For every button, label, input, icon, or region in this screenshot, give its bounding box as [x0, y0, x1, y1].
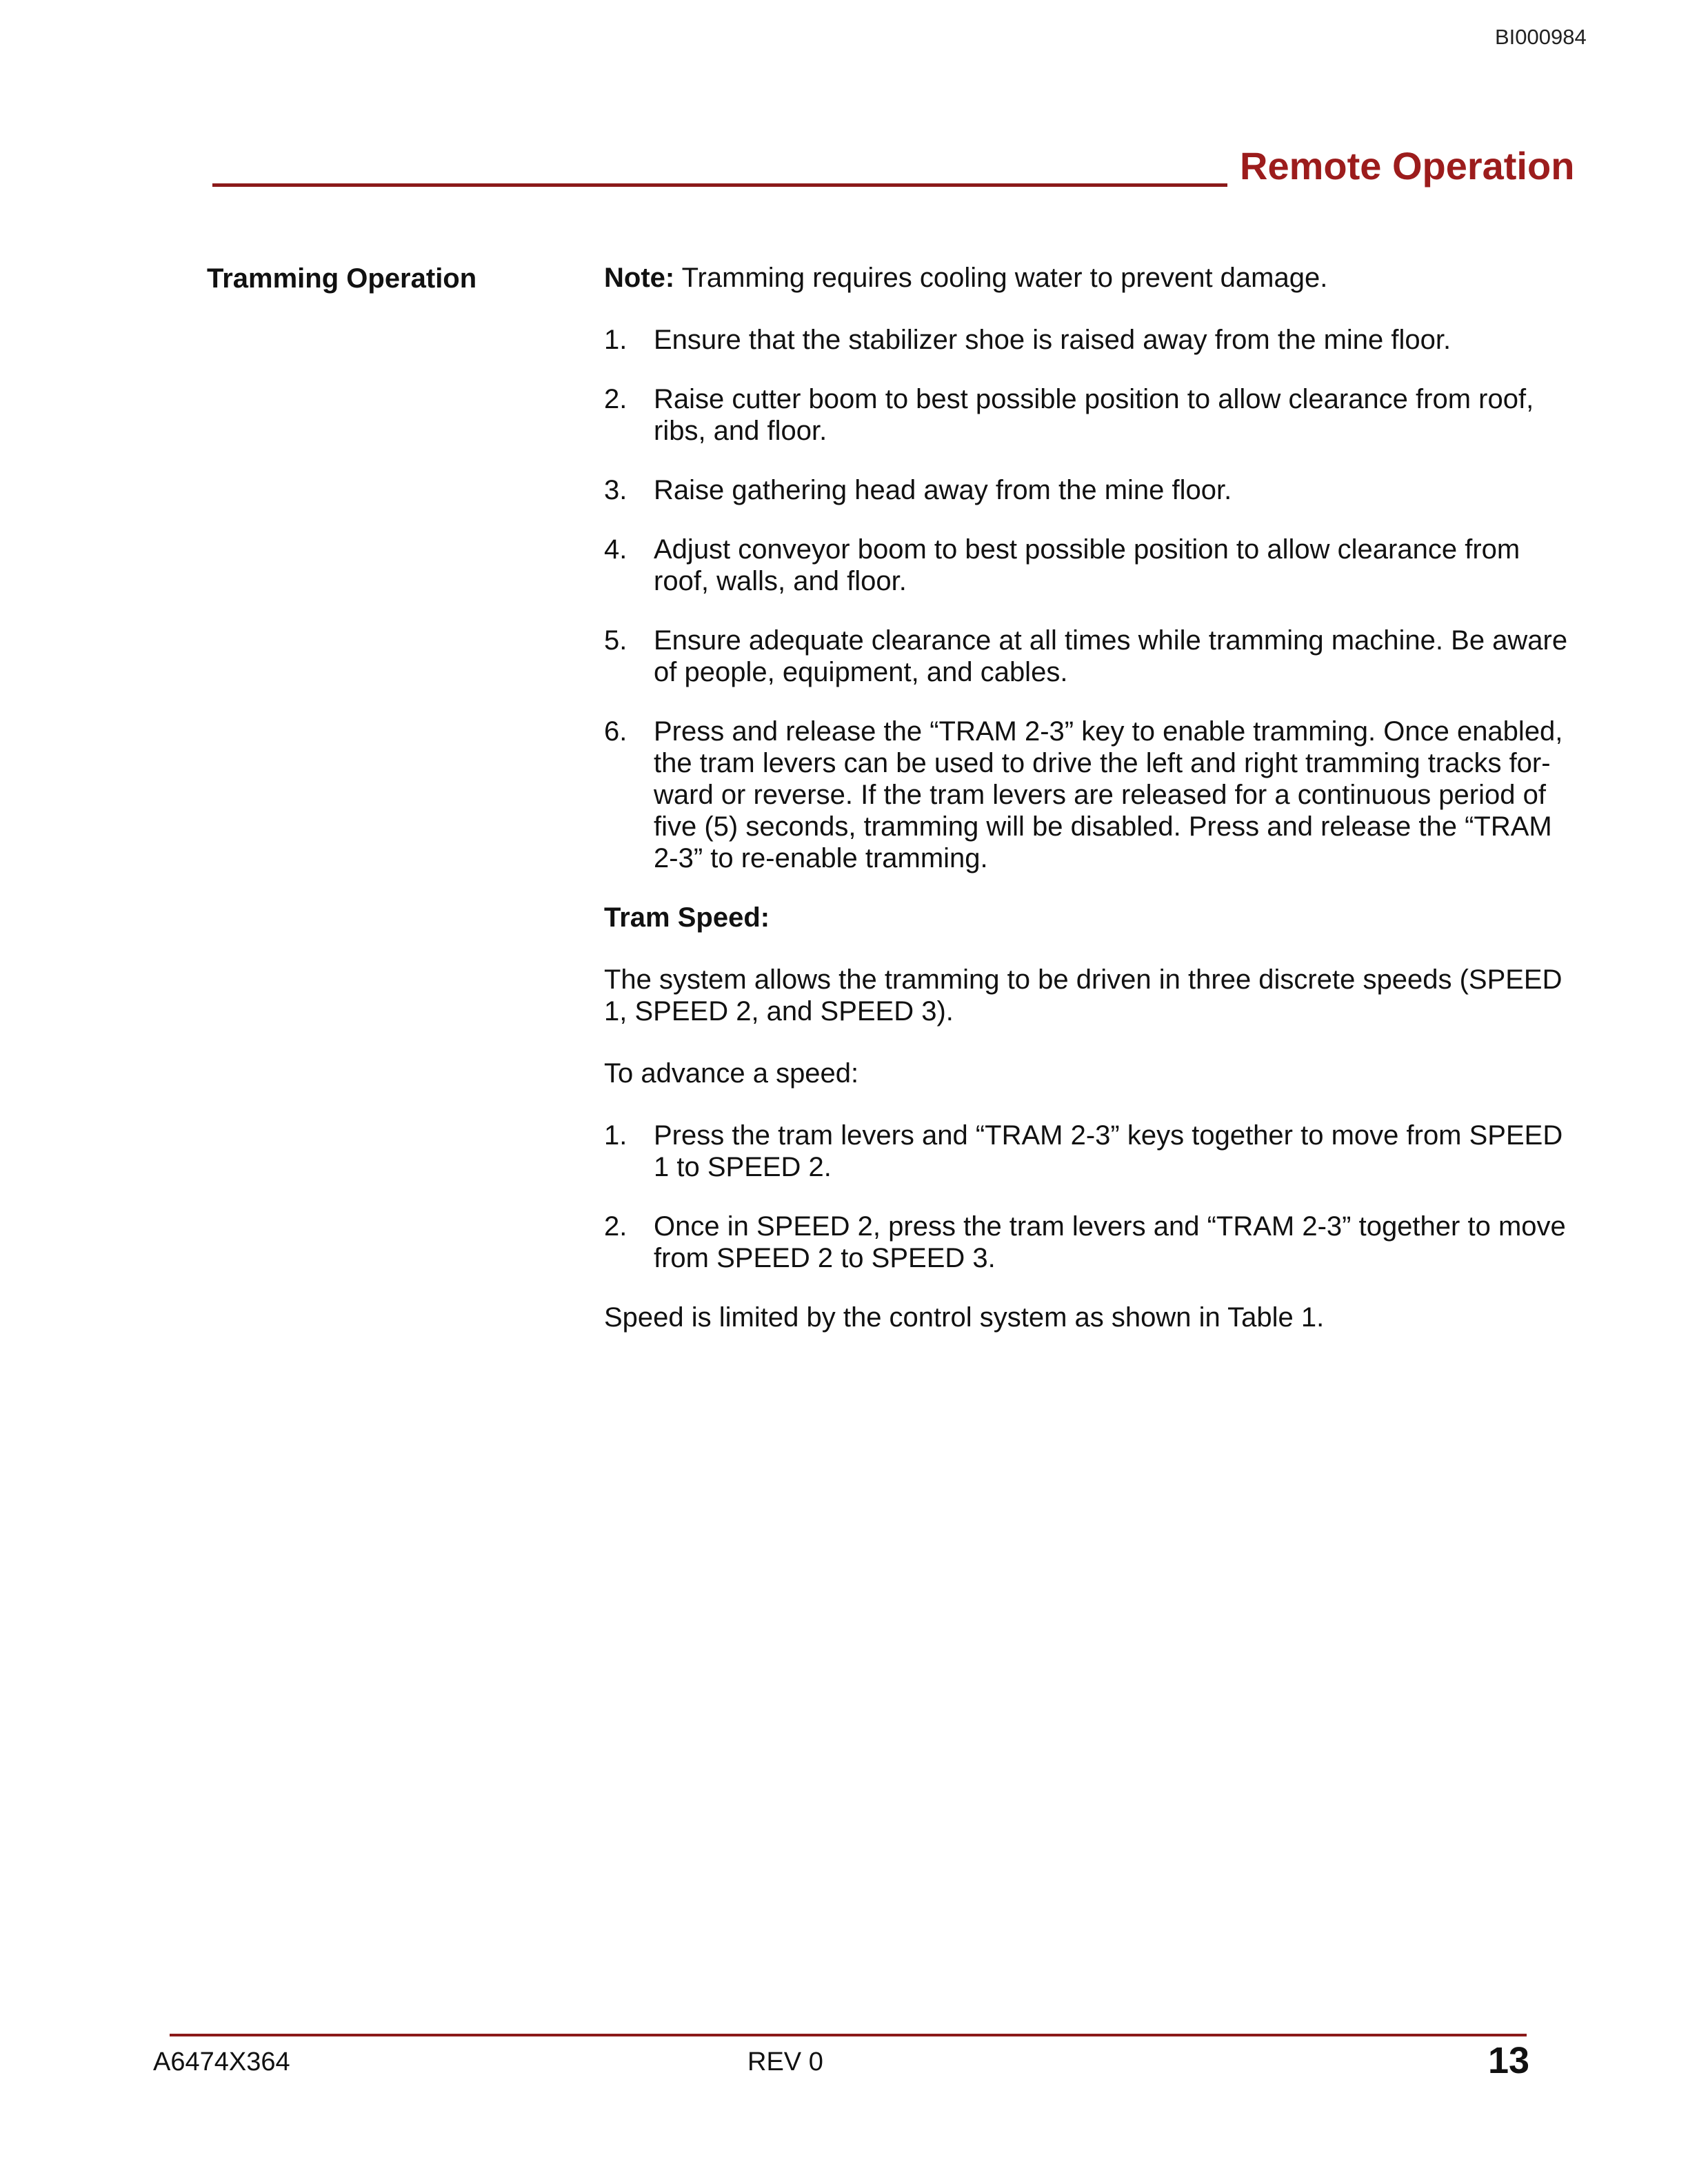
- revision: REV 0: [747, 2048, 823, 2076]
- list-item: [604, 625, 1576, 688]
- list-item-number: 2.: [604, 1211, 627, 1242]
- section-content: [604, 262, 1576, 1364]
- section-heading: Tramming Operation: [207, 263, 477, 294]
- list-item-text: Once in SPEED 2, press the tram levers and “TRAM 2-3” together to move from SPEED 2 to SPEED 3.: [654, 1211, 1566, 1273]
- list-item-text: Press and release the “TRAM 2-3” key to enable tramming. Once enabled, the tram levers can be used to drive the left and right tramming tracks for- ward or reverse. If the tram levers are released for a continuous period of five (5) seconds, tramming will be disabled. Press and release the “TRAM 2-3” to re-enable tramming.: [654, 716, 1563, 873]
- list-item-text: Press the tram levers and “TRAM 2-3” keys together to move from SPEED 1 to SPEED 2.: [654, 1120, 1563, 1182]
- list-item-text: Ensure that the stabilizer shoe is raised away from the mine floor.: [654, 325, 1451, 355]
- tramming-steps: [604, 324, 1576, 874]
- page-title: Remote Operation: [1240, 144, 1575, 188]
- tram-speed-intro: The system allows the tramming to be driven in three discrete speeds (SPEED 1, SPEED 2, and SPEED 3).: [604, 964, 1563, 1027]
- list-item-text: Raise cutter boom to best possible position to allow clearance from roof, ribs, and floor.: [654, 384, 1534, 446]
- list-item-text: Adjust conveyor boom to best possible position to allow clearance from roof, walls, and floor.: [654, 534, 1520, 596]
- list-item-text: Raise gathering head away from the mine floor.: [654, 475, 1232, 505]
- list-item: [604, 383, 1576, 447]
- header-rule: [212, 183, 1227, 187]
- list-item: [604, 474, 1576, 506]
- list-item-number: 4.: [604, 534, 627, 565]
- list-item: [604, 1211, 1576, 1274]
- list-item: [604, 534, 1576, 597]
- list-item-number: 1.: [604, 1120, 627, 1151]
- list-item: [604, 716, 1576, 874]
- closing-text: Speed is limited by the control system as shown in Table 1.: [604, 1302, 1325, 1333]
- list-item-number: 5.: [604, 625, 627, 656]
- list-item: [604, 1120, 1576, 1183]
- list-item-text: Ensure adequate clearance at all times while tramming machine. Be aware of people, equipment, and cables.: [654, 625, 1568, 687]
- part-number: A6474X364: [153, 2048, 290, 2076]
- list-item-number: 6.: [604, 716, 627, 747]
- note-text: Tramming requires cooling water to prevent damage.: [674, 263, 1328, 293]
- advance-intro: To advance a speed:: [604, 1058, 859, 1089]
- footer-rule: [170, 2034, 1527, 2036]
- note-label: Note:: [604, 263, 675, 293]
- page-number: 13: [1488, 2040, 1530, 2081]
- document-id: BI000984: [1495, 25, 1587, 49]
- tram-speed-heading: Tram Speed:: [604, 902, 770, 933]
- advance-speed-steps: [604, 1120, 1576, 1274]
- list-item-number: 3.: [604, 475, 627, 505]
- list-item-number: 1.: [604, 325, 627, 355]
- list-item-number: 2.: [604, 384, 627, 414]
- list-item: [604, 324, 1576, 356]
- note: [604, 262, 1576, 294]
